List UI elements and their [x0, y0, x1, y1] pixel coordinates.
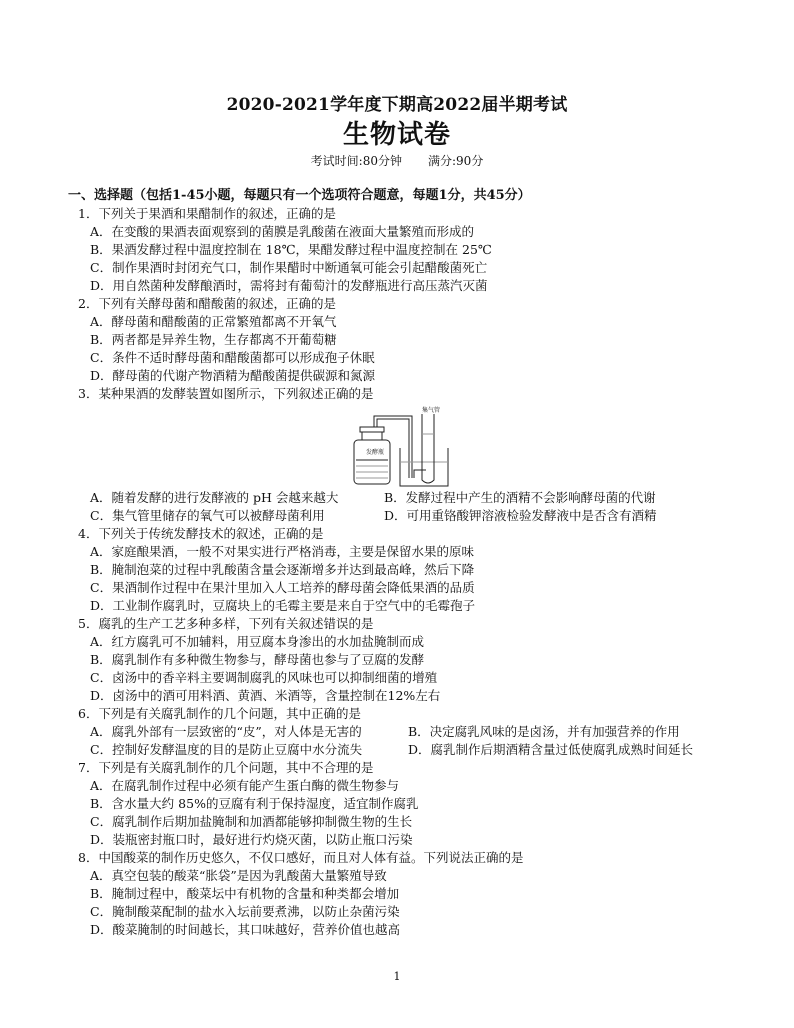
question-7-option-b: B．含水量大约 85%的豆腐有利于保持湿度，适宜制作腐乳: [90, 796, 419, 811]
exam-score: 满分:90分: [428, 154, 484, 168]
question-3-option-c: C．集气管里储存的氧气可以被酵母菌利用: [90, 508, 325, 523]
question-5-option-b: B．腐乳制作有多种微生物参与，酵母菌也参与了豆腐的发酵: [90, 652, 425, 667]
question-5-stem: 5．腐乳的生产工艺多种多样，下列有关叙述错误的是: [78, 616, 374, 631]
fermentation-apparatus-figure: [344, 404, 464, 488]
question-4-option-c: C．果酒制作过程中在果汁里加入人工培养的酵母菌会降低果酒的品质: [90, 580, 475, 595]
question-2-option-c: C．条件不适时酵母菌和醋酸菌都可以形成孢子休眠: [90, 350, 375, 365]
question-6-stem: 6．下列是有关腐乳制作的几个问题，其中正确的是: [78, 706, 361, 721]
question-2-option-b: B．两者都是异养生物，生存都离不开葡萄糖: [90, 332, 337, 347]
exam-info: [0, 152, 794, 169]
section-heading: 一、选择题（包括1-45小题，每题只有一个选项符合题意，每题1分，共45分）: [68, 188, 531, 203]
figure-label-gas-tube: 集气管: [422, 407, 441, 414]
question-3-option-a: A．随着发酵的进行发酵液的 pH 会越来越大: [90, 490, 339, 505]
question-7-option-c: C．腐乳制作后期加盐腌制和加酒都能够抑制微生物的生长: [90, 814, 413, 829]
question-3-option-d: D．可用重铬酸钾溶液检验发酵液中是否含有酒精: [384, 508, 657, 523]
page-number: 1: [393, 970, 401, 983]
question-7-option-d: D．装瓶密封瓶口时，最好进行灼烧灭菌，以防止瓶口污染: [90, 832, 413, 847]
question-3-stem: 3．某种果酒的发酵装置如图所示，下列叙述正确的是: [78, 386, 374, 401]
question-8-option-d: D．酸菜腌制的时间越长，其口味越好，营养价值也越高: [90, 922, 401, 937]
question-4-option-a: A．家庭酿果酒，一般不对果实进行严格消毒，主要是保留水果的原味: [90, 544, 475, 559]
question-8-option-b: B．腌制过程中，酸菜坛中有机物的含量和种类都会增加: [90, 886, 400, 901]
question-1-option-d: D．用自然菌种发酵酿酒时，需将封有葡萄汁的发酵瓶进行高压蒸汽灭菌: [90, 278, 488, 293]
question-3-option-b: B．发酵过程中产生的酒精不会影响酵母菌的代谢: [384, 490, 656, 505]
gas-collection-tube: [422, 414, 434, 483]
question-1-option-c: C．制作果酒时封闭充气口，制作果醋时中断通氧可能会引起醋酸菌死亡: [90, 260, 488, 275]
question-2-option-d: D．酵母菌的代谢产物酒精为醋酸菌提供碳源和氮源: [90, 368, 376, 383]
question-2-option-a: A．酵母菌和醋酸菌的正常繁殖都离不开氧气: [90, 314, 337, 329]
exam-subject-title: 生物试卷: [342, 120, 451, 150]
question-5-option-a: A．红方腐乳可不加辅料，用豆腐本身渗出的水加盐腌制而成: [90, 634, 425, 649]
question-6-option-a: A．腐乳外部有一层致密的“皮”，对人体是无害的: [90, 724, 362, 739]
figure-label-bottle: 发酵瓶: [366, 449, 385, 456]
connecting-tube: [374, 416, 412, 478]
question-2-stem: 2．下列有关酵母菌和醋酸菌的叙述，正确的是: [78, 296, 336, 311]
question-6-option-b: B．决定腐乳风味的是卤汤，并有加强营养的作用: [408, 724, 680, 739]
question-1-option-a: A．在变酸的果酒表面观察到的菌膜是乳酸菌在液面大量繁殖而形成的: [90, 224, 475, 239]
beaker: [400, 448, 448, 486]
question-6-option-d: D．腐乳制作后期酒精含量过低使腐乳成熟时间延长: [408, 742, 694, 757]
question-4-option-d: D．工业制作腐乳时，豆腐块上的毛霉主要是来自于空气中的毛霉孢子: [90, 598, 476, 613]
question-5-option-c: C．卤汤中的香辛料主要调制腐乳的风味也可以抑制细菌的增殖: [90, 670, 438, 685]
question-7-option-a: A．在腐乳制作过程中必须有能产生蛋白酶的微生物参与: [90, 778, 400, 793]
question-1-stem: 1．下列关于果酒和果醋制作的叙述，正确的是: [78, 206, 336, 221]
fermentation-bottle: [354, 440, 390, 484]
question-1-option-b: B．果酒发酵过程中温度控制在 18℃，果醋发酵过程中温度控制在 25℃: [90, 242, 492, 257]
question-6-option-c: C．控制好发酵温度的目的是防止豆腐中水分流失: [90, 742, 363, 757]
question-5-option-d: D．卤汤中的酒可用料酒、黄酒、米酒等，含量控制在12%左右: [90, 688, 441, 703]
question-7-stem: 7．下列是有关腐乳制作的几个问题，其中不合理的是: [78, 760, 374, 775]
question-8-stem: 8．中国酸菜的制作历史悠久，不仅口感好，而且对人体有益。下列说法正确的是: [78, 850, 524, 865]
question-4-option-b: B．腌制泡菜的过程中乳酸菌含量会逐渐增多并达到最高峰，然后下降: [90, 562, 475, 577]
question-4-stem: 4．下列关于传统发酵技术的叙述，正确的是: [78, 526, 324, 541]
exam-time: 考试时间:80分钟: [310, 154, 402, 168]
exam-term-title: 2020-2021学年度下期高2022届半期考试: [226, 95, 568, 115]
question-8-option-c: C．腌制酸菜配制的盐水入坛前要煮沸，以防止杂菌污染: [90, 904, 400, 919]
question-8-option-a: A．真空包装的酸菜“胀袋”是因为乳酸菌大量繁殖导致: [90, 868, 387, 883]
